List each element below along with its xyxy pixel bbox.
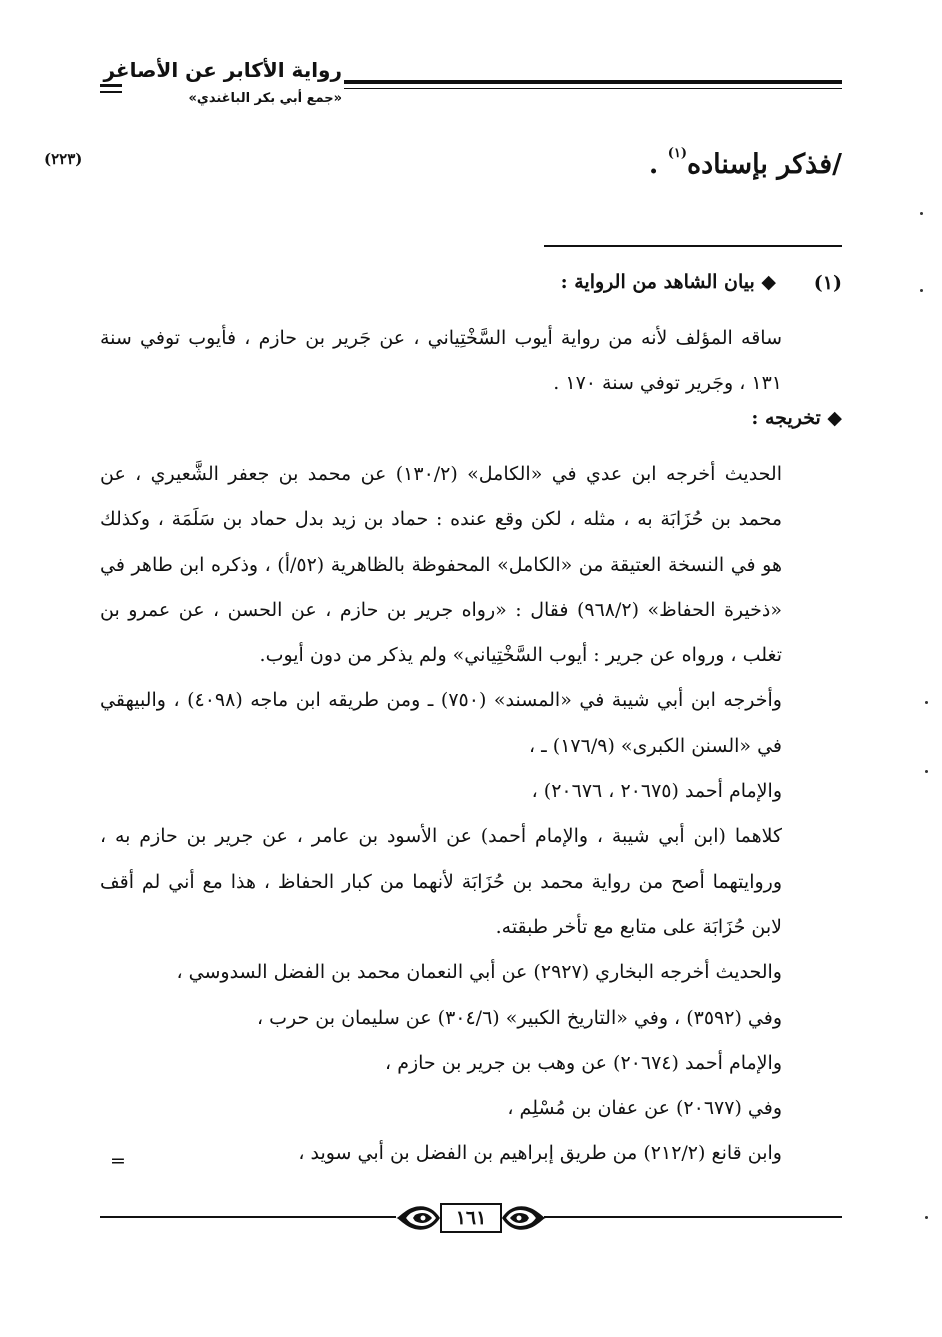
text-line: وأخرجه ابن أبي شيبة في «المسند» (٧٥٠) ـ ومن طريقه ابن ماجه (٤٠٩٨) ، والبيهقي — [100, 689, 782, 712]
text-line: وابن قانع (٢١٢/٢) من طريق إبراهيم بن الفضل بن أبي سويد ، — [298, 1142, 782, 1165]
footnote-paragraph-takhrij — [100, 452, 782, 1177]
main-text-line — [649, 146, 842, 180]
text-line: ساقه المؤلف لأنه من رواية أيوب السَّخْتِياني ، عن جَرير بن حازم ، فأيوب توفي سنة — [100, 327, 782, 349]
footnote-separator-rule — [544, 245, 842, 247]
running-header-subtitle: «جمع أبي بكر الباغندي» — [188, 91, 342, 106]
scan-dot — [925, 701, 928, 704]
text-line: ١٣١ ، وجَرير توفي سنة ١٧٠ . — [553, 372, 782, 395]
footnote-paragraph-evidence — [100, 316, 782, 407]
footnote-heading-takhrij: ◆ تخريجه : — [751, 407, 842, 429]
scan-dot — [920, 289, 923, 292]
continuation-mark: = — [110, 1150, 126, 1172]
ornament-right-icon — [502, 1199, 546, 1237]
header-rule-left-thin — [100, 91, 122, 93]
text-line: تغلب ، ورواه عن جرير : أيوب السَّخْتِياني» ولم يذكر من دون أيوب. — [259, 644, 782, 667]
margin-reference-number: (٢٢٣) — [44, 150, 83, 168]
scan-dot — [920, 212, 923, 215]
footnote-heading-evidence: ◆ بيان الشاهد من الرواية : — [560, 271, 776, 293]
text-line: في «السنن الكبرى» (١٧٦/٩) ـ ، — [529, 734, 782, 757]
footnote-marker: (١) — [667, 146, 687, 161]
text-line: والحديث أخرجه البخاري (٢٩٢٧) عن أبي النعمان محمد بن الفضل السدوسي ، — [176, 961, 782, 984]
footnote-number: (١) — [813, 272, 842, 294]
main-text-end: . — [648, 149, 659, 180]
main-text: /فذكر بإسناده — [687, 149, 842, 180]
footer-rule-right — [544, 1216, 842, 1218]
text-line: هو في النسخة العتيقة من «الكامل» المحفوظة بالظاهرية (٥٢/أ) ، وذكره ابن طاهر في — [100, 553, 782, 576]
text-line: وروايتهما أصح من رواية محمد بن حُزَابَة لأنهما من كبار الحفاظ ، هذا مع أني لم أقف — [100, 870, 782, 893]
ornament-left-icon — [396, 1199, 440, 1237]
text-line: وفي (٢٠٦٧٧) عن عفان بن مُسْلِم ، — [507, 1097, 782, 1120]
header-rule-thin — [344, 88, 842, 89]
text-line: «ذخيرة الحفاظ» (٩٦٨/٢) فقال : «رواه جرير بن حازم ، عن الحسن ، عن عمرو بن — [100, 598, 782, 621]
header-rule-left-thick — [100, 84, 122, 87]
text-line: كلاهما (ابن أبي شيبة ، والإمام أحمد) عن الأسود بن عامر ، عن جرير بن حازم به ، — [100, 825, 782, 848]
text-line: وفي (٣٥٩٢) ، وفي «التاريخ الكبير» (٣٠٤/٦) عن سليمان بن حرب ، — [256, 1006, 782, 1029]
scan-dot — [925, 770, 928, 773]
text-line: محمد بن حُزَابَة به ، مثله ، لكن وقع عنده : حماد بن زيد بدل حماد بن سَلَمَة ، وكذلك — [100, 508, 782, 531]
text-line: الحديث أخرجه ابن عدي في «الكامل» (١٣٠/٢) عن محمد بن جعفر الشَّعيري ، عن — [100, 463, 782, 485]
text-line: والإمام أحمد (٢٠٦٧٤) عن وهب بن جرير بن حازم ، — [385, 1051, 782, 1074]
text-line: لابن حُزَابَة على متابع مع تأخر طبقته. — [495, 915, 782, 938]
header-rule-thick — [344, 80, 842, 84]
scan-dot — [925, 1216, 928, 1219]
page-number: ١٦١ — [440, 1203, 502, 1233]
footer-rule-left — [100, 1216, 396, 1218]
running-header-title: رواية الأكابر عن الأصاغر — [103, 58, 342, 82]
text-line: والإمام أحمد (٢٠٦٧٥ ، ٢٠٦٧٦) ، — [531, 780, 782, 803]
